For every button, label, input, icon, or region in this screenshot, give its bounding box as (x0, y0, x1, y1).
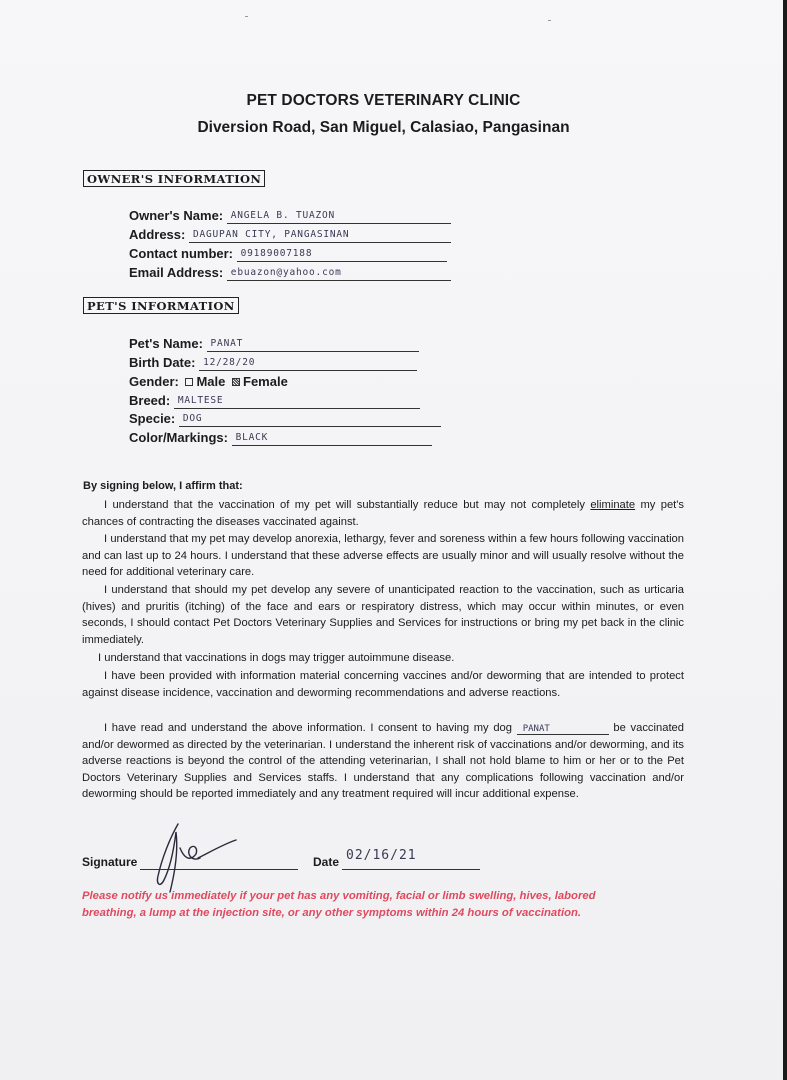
owner-section-title: OWNER'S INFORMATION (83, 170, 265, 187)
male-checkbox[interactable] (185, 378, 193, 386)
owner-name-label: Owner's Name: (129, 208, 224, 223)
date-line (342, 869, 480, 870)
p5-text: I have been provided with information material concerning vaccines and/or deworming that are intended to protect against disease incidence, vaccination and deworming recommendations and adverse reactions. (82, 670, 684, 699)
p1-text-end: my pet's chances of contracting the diseases vaccinated against. (82, 499, 685, 528)
affirmation-paragraph-4 (82, 650, 684, 667)
clinic-address: Diversion Road, San Miguel, Calasiao, Pangasinan (197, 119, 570, 136)
contact-number-field (129, 246, 447, 262)
breed-field (129, 393, 420, 409)
pet-name-label: Pet's Name: (129, 336, 203, 351)
handwritten-signature (140, 818, 250, 896)
consent-pet-name: PANAT (517, 723, 609, 735)
color-value: BLACK (232, 431, 432, 446)
affirmation-paragraph-5 (82, 668, 684, 701)
address-value: DAGUPAN CITY, PANGASINAN (189, 228, 451, 243)
p6-text-end: be vaccinated and/or dewormed as directed by the veterinarian. I understand the inherent risk of vaccinations and/or deworming, and its adverse reactions is beyond the control of the attending veterinarian, I shall not hold blame to him or her or to the Pet Doctors Veterinary Supplies and Services staffs. I understand that any complications following vaccination and/or deworming should be reported immediately and any treatment required will incur additional expense. (82, 722, 684, 800)
owner-name-field (129, 208, 451, 224)
breed-value: MALTESE (174, 394, 420, 409)
birth-date-label: Birth Date: (129, 355, 196, 370)
vaccination-notice: Please notify us immediately if your pet has any vomiting, facial or limb swelling, hives, labored breathing, a lump at the injection site, or any other symptoms within 24 hours of vaccination. (82, 890, 596, 919)
p1-underlined-word: eliminate (590, 499, 636, 511)
specie-field (129, 411, 441, 427)
address-label: Address: (129, 227, 186, 242)
breed-label: Breed: (129, 393, 171, 408)
specie-value: DOG (179, 412, 441, 427)
email-field (129, 265, 451, 281)
female-label: Female (243, 374, 288, 389)
pet-name-field (129, 336, 419, 352)
p3-text: I understand that should my pet develop any severe of unanticipated reaction to the vaccination, such as urticaria (hives) and pruritis (itching) of the face and ears or respiratory distress, which may occur within minutes, or even seconds, I should contact Pet Doctors Veterinary Supplies and Services for instructions or bring my pet back in the clinic immediately. (82, 584, 684, 646)
gender-label: Gender: (129, 374, 179, 389)
color-label: Color/Markings: (129, 430, 228, 445)
gender-field (129, 374, 288, 389)
scan-edge (783, 0, 787, 1080)
specie-label: Specie: (129, 411, 176, 426)
female-checkbox[interactable] (232, 378, 240, 386)
color-field (129, 430, 432, 446)
contact-number-label: Contact number: (129, 246, 233, 261)
affirmation-paragraph-2 (82, 531, 684, 581)
affirmation-paragraph-1 (82, 497, 684, 530)
p2-text: I understand that my pet may develop anorexia, lethargy, fever and soreness within a few hours following vaccination and can last up to 24 hours. I understand that these adverse effects are usually minor and will usually resolve without the need for additional veterinary care. (82, 533, 684, 578)
affirmation-heading: By signing below, I affirm that: (83, 480, 243, 492)
scan-speck (548, 20, 551, 21)
address-field (129, 227, 451, 243)
pet-name-value: PANAT (207, 337, 419, 352)
p6-text: I have read and understand the above information. I consent to having my dog (104, 722, 512, 734)
p4-text: I understand that vaccinations in dogs may trigger autoimmune disease. (98, 652, 455, 664)
pet-section-title: PET'S INFORMATION (83, 297, 239, 314)
clinic-name: PET DOCTORS VETERINARY CLINIC (246, 92, 521, 109)
affirmation-paragraph-6 (82, 720, 684, 803)
date-label: Date (313, 855, 340, 869)
male-label: Male (196, 374, 226, 389)
birth-date-field (129, 355, 417, 371)
affirmation-paragraph-3 (82, 582, 684, 648)
date-value: 02/16/21 (346, 848, 417, 863)
scan-speck (245, 16, 248, 17)
owner-name-value: ANGELA B. TUAZON (227, 209, 451, 224)
contact-number-value: 09189007188 (237, 247, 447, 262)
p1-text: I understand that the vaccination of my pet will substantially reduce but may not completely (104, 499, 585, 511)
email-label: Email Address: (129, 265, 224, 280)
signature-label: Signature (82, 855, 138, 869)
birth-date-value: 12/28/20 (199, 356, 417, 371)
email-value: ebuazon@yahoo.com (227, 266, 451, 281)
